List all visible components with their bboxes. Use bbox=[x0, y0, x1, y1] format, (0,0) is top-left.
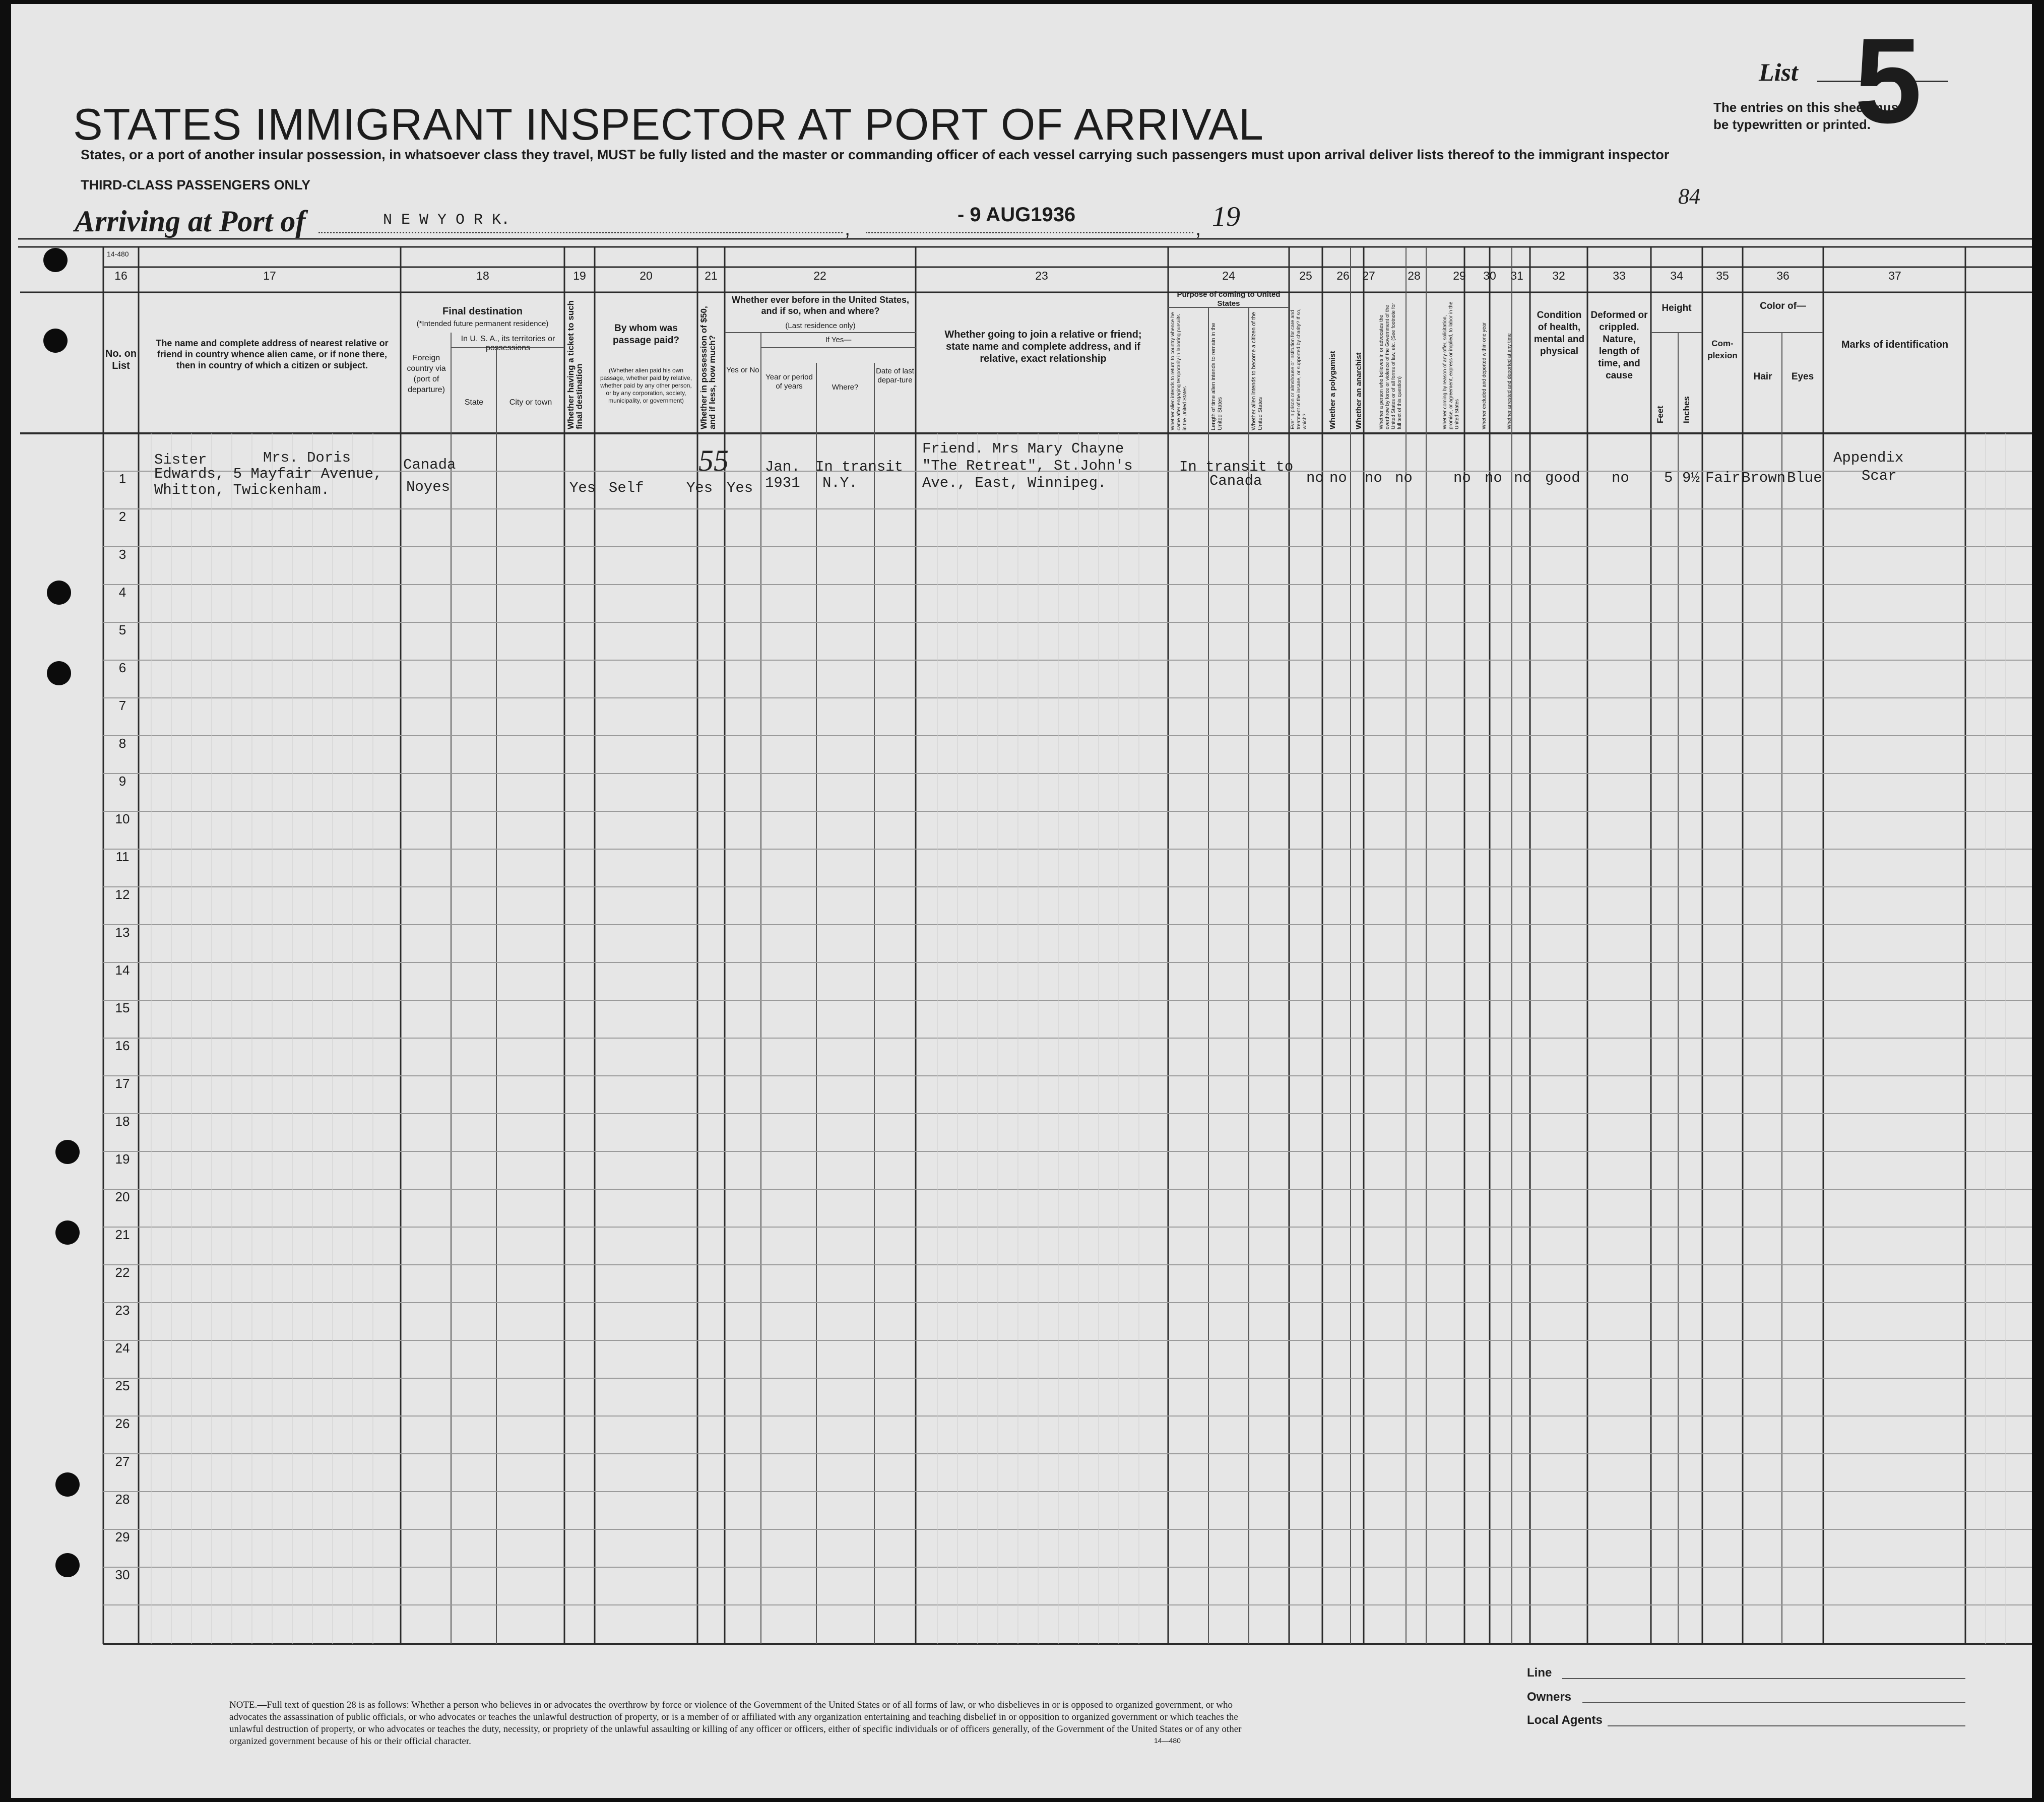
header-before-in-us: Whether ever before in the United States, and if so, when and where? bbox=[731, 295, 910, 316]
entry-c27: no bbox=[1365, 470, 1382, 486]
row-number: 8 bbox=[118, 736, 126, 751]
header-where: Where? bbox=[832, 383, 859, 392]
comma-1: , bbox=[845, 218, 851, 240]
row-number: 21 bbox=[115, 1227, 130, 1242]
colnum-31: 31 bbox=[1510, 269, 1523, 282]
header-departure-date: Date of last depar-ture bbox=[876, 367, 914, 384]
row-number: 3 bbox=[118, 547, 126, 562]
row-number: 19 bbox=[115, 1151, 130, 1167]
colnum-26: 26 bbox=[1336, 269, 1350, 282]
row-number: 24 bbox=[115, 1340, 130, 1356]
row-number: 29 bbox=[115, 1529, 130, 1544]
entry-c31: no bbox=[1514, 470, 1531, 486]
header-hair: Hair bbox=[1753, 371, 1772, 382]
header-height: Height bbox=[1662, 303, 1692, 313]
form-title: STATES IMMIGRANT INSPECTOR AT PORT OF ARRIVAL bbox=[73, 99, 1264, 149]
header-nearest-relative: The name and complete address of nearest relative or friend in country whence alien came, or if none there, then in country of which a citizen or subject. bbox=[156, 338, 389, 370]
entry-eyes: Blue bbox=[1787, 470, 1822, 486]
entry-money: Yes bbox=[686, 480, 713, 496]
entry-marks-2: Scar bbox=[1862, 468, 1897, 484]
row-number: 26 bbox=[115, 1416, 130, 1431]
header-if-yes: If Yes— bbox=[825, 336, 852, 344]
row-number: 7 bbox=[118, 698, 126, 713]
entry-deformed: no bbox=[1612, 470, 1629, 486]
entry-before-yes-no: Yes bbox=[727, 480, 753, 496]
entry-c29: no bbox=[1453, 470, 1471, 486]
header-deformed: Deformed or crippled. Nature, length of time, and cause bbox=[1590, 310, 1648, 381]
row-number: 12 bbox=[115, 887, 130, 902]
line-rule bbox=[1562, 1678, 1965, 1679]
colnum-25: 25 bbox=[1299, 269, 1312, 282]
entry-complexion: Fair bbox=[1705, 470, 1741, 486]
list-label: List bbox=[1759, 58, 1798, 86]
entry-c25: no bbox=[1306, 470, 1324, 486]
handwritten-number: 84 bbox=[1678, 184, 1700, 209]
entry-before-where: In transit bbox=[815, 459, 904, 475]
entry-relative-name: Mrs. Doris bbox=[263, 449, 351, 466]
colnum-28: 28 bbox=[1408, 269, 1421, 282]
header-purpose-b: Length of time alien intends to remain in the United States bbox=[1210, 323, 1223, 430]
owners-rule bbox=[1582, 1702, 1965, 1703]
header-in-usa: In U. S. A., its territories or possessions bbox=[461, 335, 555, 352]
header-marks: Marks of identification bbox=[1841, 339, 1949, 350]
date-stamp: - 9 AUG1936 bbox=[957, 204, 1076, 226]
row-number: 14 bbox=[115, 962, 130, 978]
list-number: 5 bbox=[1855, 13, 1922, 148]
header-color-of: Color of— bbox=[1760, 301, 1806, 311]
header-ticket: Whether having a ticket to such final destination bbox=[566, 300, 584, 429]
colnum-29: 29 bbox=[1453, 269, 1466, 282]
colnum-22: 22 bbox=[813, 269, 826, 282]
row-number: 30 bbox=[115, 1567, 130, 1582]
header-year: Year or period of years bbox=[765, 373, 813, 391]
row-number: 4 bbox=[118, 585, 126, 600]
local-agents-label: Local Agents bbox=[1527, 1713, 1603, 1727]
passenger-class: THIRD-CLASS PASSENGERS ONLY bbox=[81, 177, 311, 192]
row-number: 23 bbox=[115, 1303, 130, 1318]
header-anarchist: Whether an anarchist bbox=[1355, 352, 1363, 429]
colnum-17: 17 bbox=[263, 269, 276, 282]
entry-join-line-2: "The Retreat", St.John's bbox=[922, 458, 1133, 474]
header-money: Whether in possession of $50, and if less, how much? bbox=[699, 306, 717, 429]
entry-marks: Appendix bbox=[1833, 449, 1904, 466]
form-instruction: States, or a port of another insular possession, in whatsoever class they travel, MUST be fully listed and the master or commanding officer of each vessel carrying such passengers must upon arrival deliver lists thereof to the immigrant inspector bbox=[81, 147, 1670, 162]
row-number: 20 bbox=[115, 1189, 130, 1204]
entry-foreign-country: Canada bbox=[403, 457, 456, 473]
header-state: State bbox=[464, 398, 484, 407]
colnum-27: 27 bbox=[1362, 269, 1375, 282]
header-polygamist: Whether a polygamist bbox=[1328, 351, 1337, 429]
row-number: 10 bbox=[115, 811, 130, 826]
entry-purpose-2: Canada bbox=[1209, 473, 1262, 489]
header-complexion: Com-plexion bbox=[1707, 339, 1738, 360]
line-label: Line bbox=[1527, 1666, 1552, 1680]
entry-before-year: 1931 bbox=[765, 475, 800, 491]
entry-relative-address: Edwards, 5 Mayfair Avenue, bbox=[154, 466, 382, 482]
owners-label: Owners bbox=[1527, 1690, 1572, 1704]
row-number: 28 bbox=[115, 1492, 130, 1507]
form-code-top: 14-480 bbox=[107, 250, 129, 258]
entry-relative-type: Sister bbox=[154, 452, 207, 468]
colnum-33: 33 bbox=[1613, 269, 1626, 282]
header-passage-paid-sub: (Whether alien paid his own passage, whether paid by relative, whether paid by any other person, or by any corporation, society, municipality, or government) bbox=[600, 367, 692, 404]
entry-hair: Brown bbox=[1742, 470, 1786, 486]
header-no-on-list: No. on List bbox=[105, 348, 137, 371]
local-agents-rule bbox=[1608, 1725, 1965, 1726]
entry-before-year-month: Jan. bbox=[765, 459, 800, 475]
header-eyes: Eyes bbox=[1791, 371, 1814, 382]
header-before-in-us-sub: (Last residence only) bbox=[785, 321, 856, 330]
colnum-19: 19 bbox=[573, 269, 586, 282]
header-purpose: Purpose of coming to United States bbox=[1177, 290, 1281, 308]
entry-relative-town: Whitton, Twickenham. bbox=[154, 482, 330, 498]
footnote-q28: NOTE.—Full text of question 28 is as follows: Whether a person who believes in or advocates the overthrow by force or violence of the Government of the United States or of all forms of law, or who disbelieves in or is opposed to organized government, or who advocates the assassination of public officials, or who advocates or teaches the unlawful destruction of property, or is a member of or affiliated with any organization entertaining and teaching disbelief in or opposition to organized government or which teaches the unlawful destruction of property, or who advocates or teaches the duty, necessity, or propriety of the unlawful assaulting or killing of any officer or officers, either of specific individuals or of officers generally, of the Government of the United States or of any other organized government because of his or their official character. bbox=[229, 1700, 1242, 1747]
colnum-24: 24 bbox=[1222, 269, 1235, 282]
row-number: 16 bbox=[115, 1038, 130, 1053]
row-number: 18 bbox=[115, 1114, 130, 1129]
header-prison: Ever in prison or almshouse or institution for care and treatment of the insane, or supported by charity? If so, which? bbox=[1290, 308, 1308, 429]
header-join-relative: Whether going to join a relative or friend; state name and complete address, and if relative, exact relationship bbox=[944, 329, 1142, 364]
header-purpose-a: Whether alien intends to return to country whence he came after engaging temporarily in laboring pursuits in the United States bbox=[1170, 312, 1188, 430]
colnum-37: 37 bbox=[1888, 269, 1901, 282]
entry-foreign-port: Noyes bbox=[406, 479, 451, 495]
entries-note-2: be typewritten or printed. bbox=[1713, 117, 1871, 132]
comma-2: , bbox=[1195, 218, 1201, 240]
entry-ticket: Yes bbox=[569, 480, 596, 496]
header-final-destination: Final destination bbox=[442, 306, 523, 317]
colnum-30: 30 bbox=[1483, 269, 1496, 282]
entry-join-line-1: Friend. Mrs Mary Chayne bbox=[922, 440, 1124, 457]
row-number: 22 bbox=[115, 1265, 130, 1280]
header-feet: Feet bbox=[1655, 406, 1665, 423]
header-purpose-c: Whether alien intends to become a citizen of the United States bbox=[1251, 312, 1263, 430]
row-number: 27 bbox=[115, 1454, 130, 1469]
colnum-21: 21 bbox=[705, 269, 718, 282]
arriving-label: Arriving at Port of bbox=[75, 205, 306, 238]
entry-purpose: In transit to bbox=[1179, 459, 1294, 475]
row-number: 9 bbox=[118, 774, 126, 789]
year-prefix: 19 bbox=[1212, 201, 1240, 232]
header-yes-or-no: Yes or No bbox=[726, 366, 759, 374]
header-final-destination-sub: (*Intended future permanent residence) bbox=[416, 319, 549, 328]
header-labor-offer: Whether coming by reason of any offer, solicitation, promise, or agreement, express or implied, to labor in the United States bbox=[1442, 301, 1460, 429]
entry-health: good bbox=[1545, 470, 1580, 486]
header-excluded: Whether excluded and deported within one year bbox=[1482, 322, 1487, 429]
footer-form-code: 14—480 bbox=[1154, 1736, 1181, 1745]
row-number: 5 bbox=[118, 622, 126, 637]
colnum-36: 36 bbox=[1776, 269, 1790, 282]
entry-feet: 5 bbox=[1664, 470, 1673, 486]
colnum-34: 34 bbox=[1670, 269, 1683, 282]
row-number: 1 bbox=[118, 471, 126, 486]
colnum-32: 32 bbox=[1552, 269, 1565, 282]
colnum-16: 16 bbox=[114, 269, 127, 282]
entry-inches: 9½ bbox=[1682, 470, 1700, 486]
header-health: Condition of health, mental and physical bbox=[1534, 310, 1585, 357]
header-foreign-country: Foreign country via (port of departure) bbox=[407, 354, 446, 394]
colnum-23: 23 bbox=[1035, 269, 1048, 282]
entry-c30: no bbox=[1485, 470, 1502, 486]
row-number: 15 bbox=[115, 1000, 130, 1015]
entry-c28: no bbox=[1395, 470, 1413, 486]
entry-join-line-3: Ave., East, Winnipeg. bbox=[922, 475, 1107, 491]
row-number: 25 bbox=[115, 1378, 130, 1393]
colnum-18: 18 bbox=[476, 269, 489, 282]
header-city: City or town bbox=[509, 398, 552, 407]
colnum-20: 20 bbox=[640, 269, 653, 282]
header-passage-paid: By whom was passage paid? bbox=[613, 323, 679, 346]
entry-before-where-2: N.Y. bbox=[822, 475, 858, 491]
row-number: 2 bbox=[118, 509, 126, 524]
row-number: 17 bbox=[115, 1076, 130, 1091]
entry-c26: no bbox=[1329, 470, 1347, 486]
row-number: 11 bbox=[115, 849, 130, 864]
row-number: 6 bbox=[118, 660, 126, 675]
header-arrested: Whether arrested and deported at any time bbox=[1507, 333, 1512, 429]
entry-money-handwritten: 55 bbox=[698, 444, 729, 477]
row-number: 13 bbox=[115, 925, 130, 940]
header-inches: Inches bbox=[1682, 396, 1691, 423]
entries-note-1: The entries on this sheet must bbox=[1713, 100, 1903, 115]
colnum-35: 35 bbox=[1716, 269, 1729, 282]
entry-paid-by: Self bbox=[609, 480, 644, 496]
port-name: N E W Y O R K. bbox=[383, 212, 510, 229]
header-q28: Whether a person who believes in or advocates the overthrow by force or violence of the Government of the United States or of all forms of law, etc. (See footnote for full text of this question) bbox=[1379, 303, 1402, 429]
